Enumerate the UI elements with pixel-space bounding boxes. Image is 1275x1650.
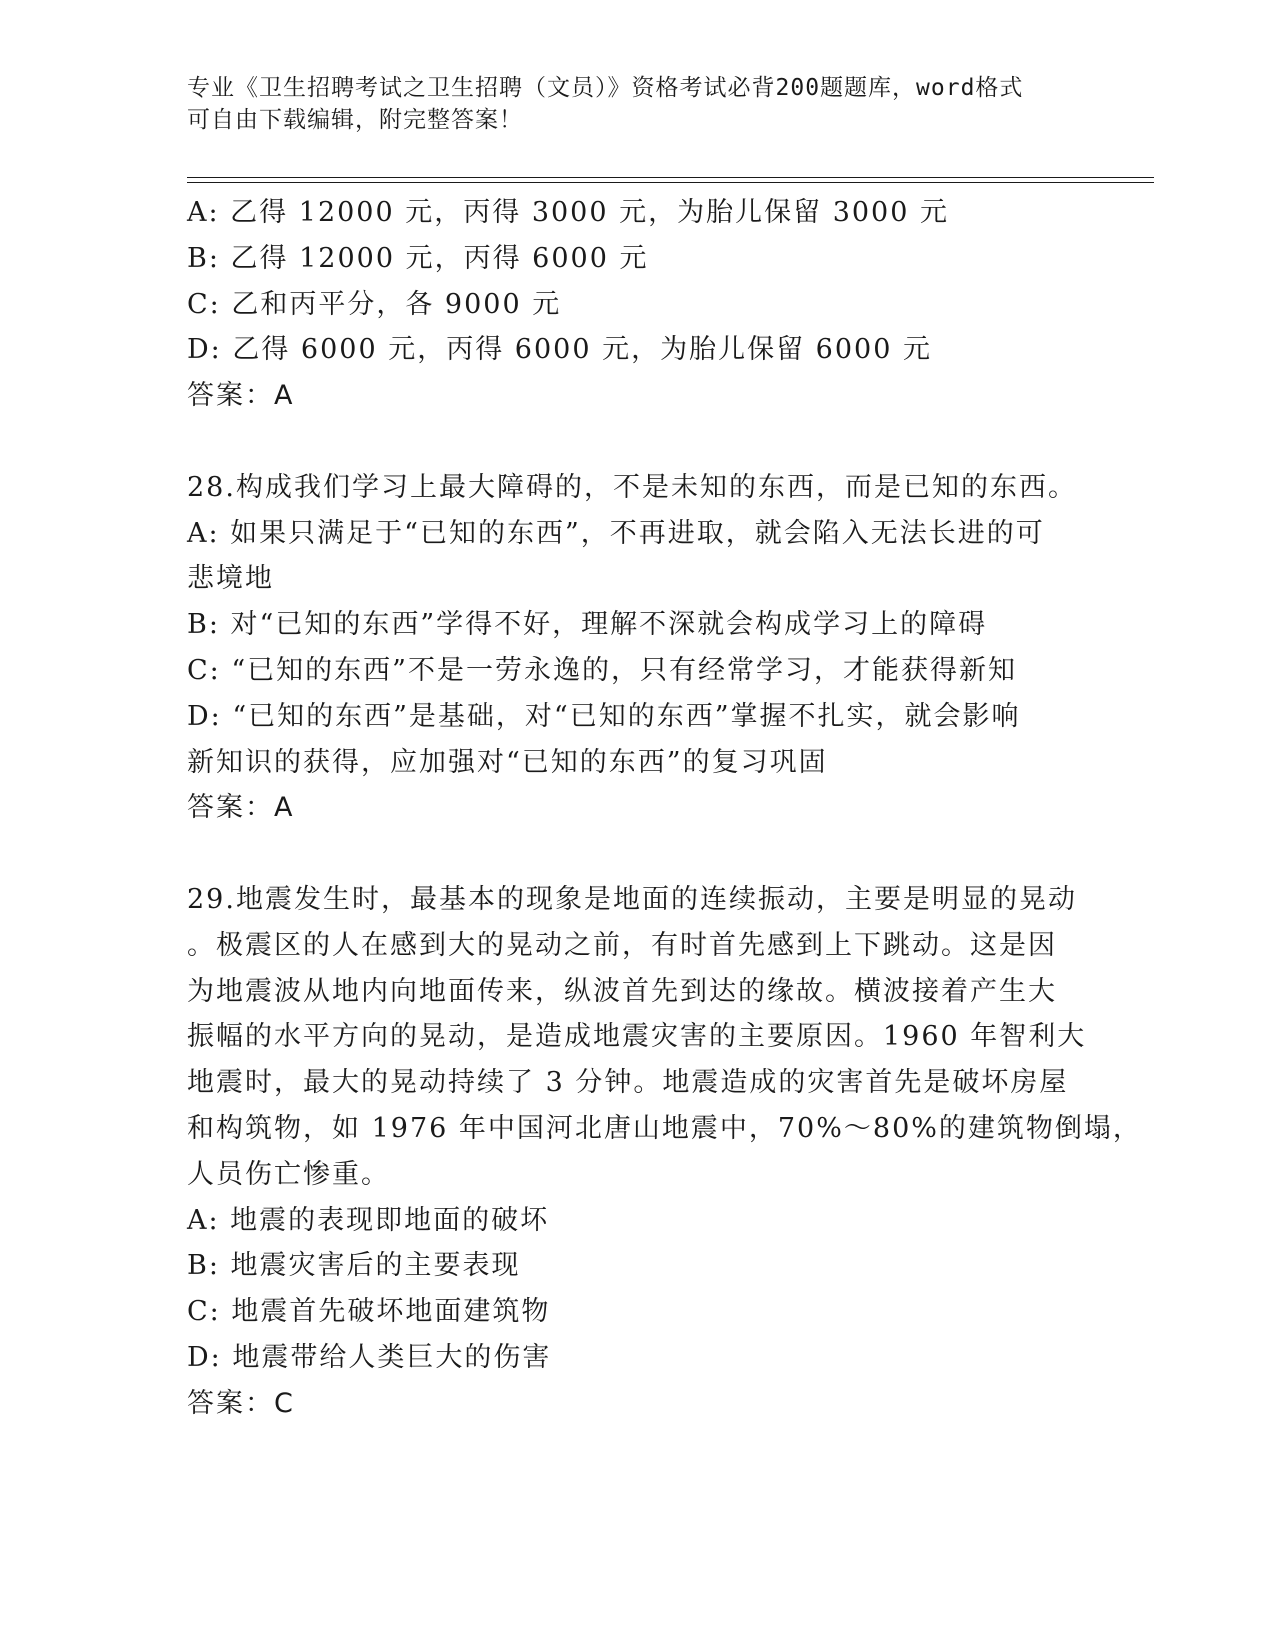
option-c: C: 地震首先破坏地面建筑物 <box>187 1296 551 1328</box>
option-a: A: 地震的表现即地面的破坏 <box>187 1204 550 1236</box>
option-b: B: 地震灾害后的主要表现 <box>187 1250 521 1282</box>
option-d-continued: 新知识的获得，应加强对“已知的东西”的复习巩固 <box>187 746 828 778</box>
option-c: C: 乙和丙平分，各 9000 元 <box>187 288 562 320</box>
option-a: A: 乙得 12000 元，丙得 3000 元，为胎儿保留 3000 元 <box>187 197 949 228</box>
option-a: A: 如果只满足于“已知的东西”，不再进取，就会陷入无法长进的可 <box>187 517 1045 549</box>
option-d: D: 乙得 6000 元，丙得 6000 元，为胎儿保留 6000 元 <box>187 334 932 366</box>
option-b: B: 对“已知的东西”学得不好，理解不深就会构成学习上的障碍 <box>187 609 988 641</box>
question-29-block <box>187 877 1142 1427</box>
question-stem: 28.构成我们学习上最大障碍的，不是未知的东西，而是已知的东西。 <box>187 471 1077 503</box>
header-rule-top <box>187 177 1154 178</box>
question-stem: 29.地震发生时，最基本的现象是地面的连续振动，主要是明显的晃动 <box>187 883 1077 915</box>
header-line-2: 可自由下载编辑，附完整答案！ <box>187 107 523 133</box>
header-rule-bottom <box>187 182 1154 183</box>
answer-line: 答案：A <box>187 792 295 824</box>
question-stem: 人员伤亡惨重。 <box>187 1158 390 1190</box>
option-c: C: “已知的东西”不是一劳永逸的，只有经常学习，才能获得新知 <box>187 654 1017 686</box>
spacer <box>187 831 1087 877</box>
question-stem: 为地震波从地内向地面传来，纵波首先到达的缘故。横波接着产生大 <box>187 975 1057 1007</box>
spacer <box>187 419 1087 465</box>
answer-line: 答案：A <box>187 380 295 412</box>
answer-line: 答案：C <box>187 1387 295 1419</box>
question-28-block <box>187 465 1087 831</box>
question-stem: 。极震区的人在感到大的晃动之前，有时首先感到上下跳动。这是因 <box>187 929 1057 961</box>
option-d: D: “已知的东西”是基础，对“已知的东西”掌握不扎实，就会影响 <box>187 700 1021 732</box>
question-27-block <box>187 190 1087 419</box>
question-stem: 振幅的水平方向的晃动，是造成地震灾害的主要原因。1960 年智利大 <box>187 1021 1087 1053</box>
option-d: D: 地震带给人类巨大的伤害 <box>187 1341 552 1373</box>
question-stem: 地震时，最大的晃动持续了 3 分钟。地震造成的灾害首先是破坏房屋 <box>187 1067 1069 1099</box>
document-header <box>187 72 1067 136</box>
question-list <box>187 190 1142 1427</box>
question-stem: 和构筑物，如 1976 年中国河北唐山地震中，70%～80%的建筑物倒塌， <box>187 1112 1142 1144</box>
option-a-continued: 悲境地 <box>187 563 274 595</box>
option-b: B: 乙得 12000 元，丙得 6000 元 <box>187 242 649 274</box>
header-line-1: 专业《卫生招聘考试之卫生招聘（文员）》资格考试必背200题题库，word格式 <box>187 75 1024 101</box>
